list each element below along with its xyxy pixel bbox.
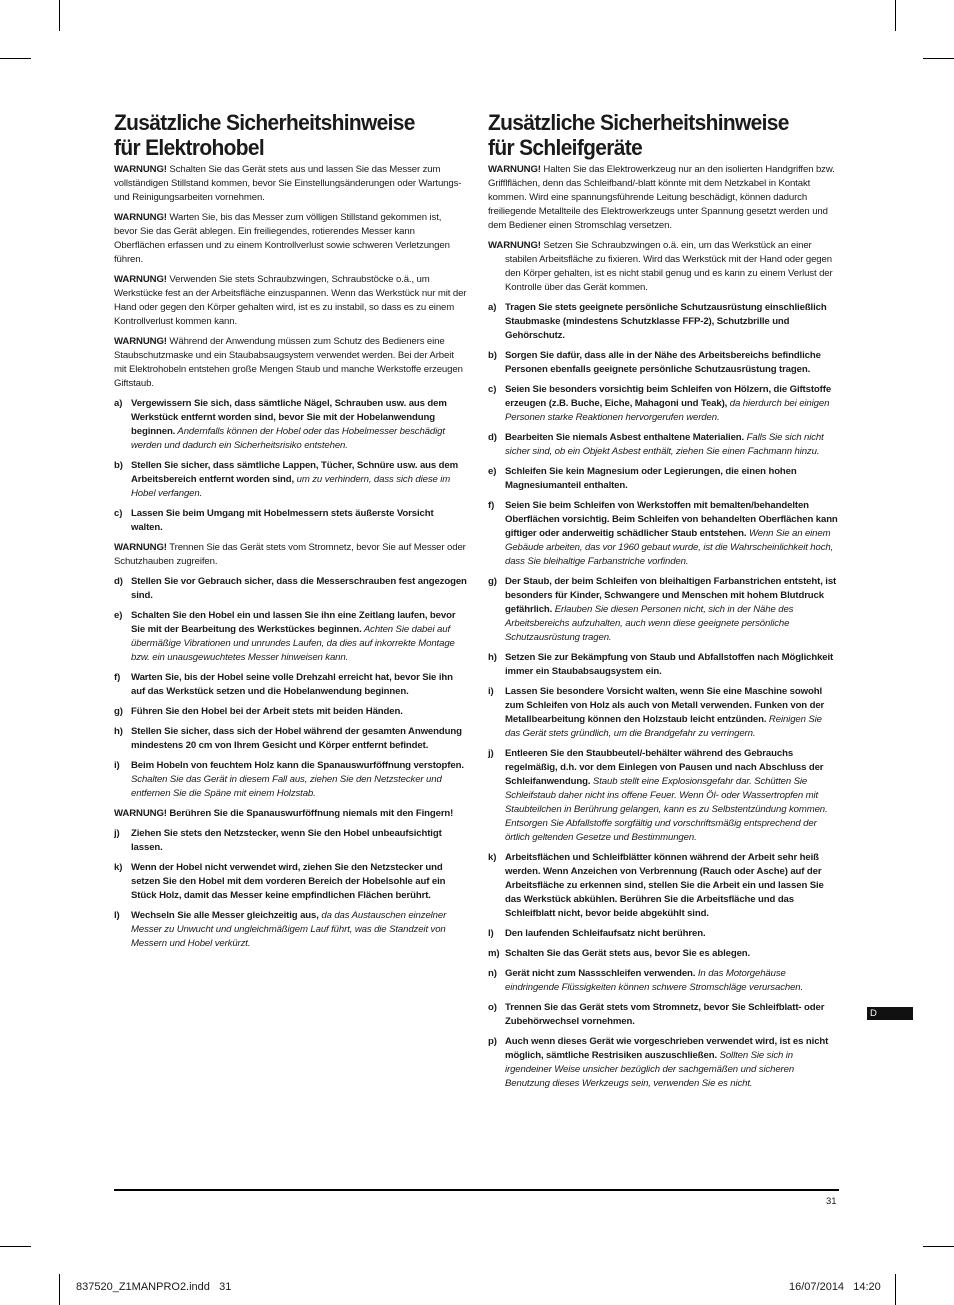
list-item: j) Ziehen Sie stets den Netzstecker, wenn Sie den Hobel unbeaufsichtigt lassen. bbox=[114, 828, 442, 853]
sander-section-title: Zusätzliche Sicherheitshinweise für Schleifgeräte bbox=[488, 110, 789, 160]
warning-paragraph: WARNUNG! Während der Anwendung müssen zum Schutz des Bedieners eine Staubschutzmaske und ein Staubabsaugsystem verwendet werden. Bei der Arbeit mit Elektrohobeln entstehen große Mengen Staub und manche Werkstoffe erzeugen Giftstaub. bbox=[114, 336, 463, 389]
planer-safety-column bbox=[114, 110, 467, 957]
list-item: d) Stellen Sie vor Gebrauch sicher, dass die Messerschrauben fest angezogen sind. bbox=[114, 576, 467, 601]
list-item: j) Entleeren Sie den Staubbeutel/-behälter während des Gebrauchs regelmäßig, d.h. vor dem Einlegen von Pausen und nach Abschluss der Schleifanwendung. Staub stellt eine Explosionsgefahr dar. Schütten Sie Schleifstaub daher nicht ins offene Feuer. Wenn Öl- oder Wassertropfen mit Staubteilchen in Berührung gelangen, kann es zu Selbstentzündung kommen. Entsorgen Sie Abfallstoffe sorgfältig und vorschriftsmäßig entsprechend der örtlich geltenden Gesetze und Bestimmungen. bbox=[488, 748, 828, 843]
crop-mark bbox=[895, 0, 896, 31]
warning-paragraph: WARNUNG! Berühren Sie die Spanauswurföffnung niemals mit den Fingern! bbox=[114, 808, 454, 819]
list-item: p) Auch wenn dieses Gerät wie vorgeschrieben verwendet wird, ist es nicht möglich, sämtliche Restrisiken auszuschließen. Sollten Sie sich in irgendeiner Weise unsicher bezüglich der sachgemäßen und sicheren Benutzung dieses Werkzeugs sein, verwenden Sie es nicht. bbox=[488, 1036, 829, 1089]
list-item: k) Wenn der Hobel nicht verwendet wird, ziehen Sie den Netzstecker und setzen Sie den Hobel mit dem vorderen Bereich der Hobelsohle auf ein Stück Holz, damit das Messer keine empfindlichen Flächen berührt. bbox=[114, 862, 446, 901]
list-item: e) Schalten Sie den Hobel ein und lassen Sie ihn eine Zeitlang laufen, bevor Sie mit der Bearbeitung des Werkstückes beginnen. Achten Sie dabei auf übermäßige Vibrationen und unrundes Laufen, da dies auf inkorrekte Montage bzw. ein unausgewuchtetes Messer hinweisen kann. bbox=[114, 610, 456, 663]
language-tab: D bbox=[867, 1007, 913, 1020]
crop-mark bbox=[0, 58, 31, 59]
footer-filename: 837520_Z1MANPRO2.indd 31 bbox=[76, 1281, 232, 1293]
warning-paragraph: WARNUNG! Schalten Sie das Gerät stets aus und lassen Sie das Messer zum vollständigen Stillstand kommen, bevor Sie Einstellungsänderungen oder Wartungs- und Reinigungsarbeiten vornehmen. bbox=[114, 164, 462, 203]
list-item: h) Setzen Sie zur Bekämpfung von Staub und Abfallstoffen nach Möglichkeit immer ein Staubabsaugsystem ein. bbox=[488, 652, 834, 677]
list-item: e) Schleifen Sie kein Magnesium oder Legierungen, die einen hohen Magnesiumanteil enthalten. bbox=[488, 466, 797, 491]
list-item: m) Schalten Sie das Gerät stets aus, bevor Sie es ablegen. bbox=[488, 948, 751, 959]
list-item: l) Den laufenden Schleifaufsatz nicht berühren. bbox=[488, 928, 706, 939]
list-item: k) Arbeitsflächen und Schleifblätter können während der Arbeit sehr heiß werden. Wenn Anzeichen von Verbrennung (Rauch oder Asche) auf der Arbeitsfläche zu erkennen sind, stellen Sie die Arbeit ein und lassen Sie das Werkstück abkühlen. Berühren Sie die Arbeitsfläche und das Schleifblatt nicht, bevor beide abgekühlt sind. bbox=[488, 852, 824, 919]
list-item: i) Beim Hobeln von feuchtem Holz kann die Spanauswurföffnung verstopfen. Schalten Sie das Gerät in diesem Fall aus, ziehen Sie den Netzstecker und entfernen Sie die Späne mit einem Holzstab. bbox=[114, 760, 464, 799]
crop-mark bbox=[0, 1246, 31, 1247]
list-item: g) Der Staub, der beim Schleifen von bleihaltigen Farbanstrichen entsteht, ist besonders für Kinder, Schwangere und Menschen mit hohem Blutdruck gefährlich. Erlauben Sie diesen Personen nicht, sich in der Nähe des Arbeitsbereichs aufzuhalten, auch wenn diese geeignete persönliche Schutzausrüstung tragen. bbox=[488, 576, 837, 643]
list-item: a) Vergewissern Sie sich, dass sämtliche Nägel, Schrauben usw. aus dem Werkstück entfernt worden sind, bevor Sie mit der Hobelanwendung beginnen. Andernfalls können der Hobel oder das Hobelmesser beschädigt werden und dadurch ein Sicherheitsrisiko entstehen. bbox=[114, 398, 447, 451]
list-item: f) Warten Sie, bis der Hobel seine volle Drehzahl erreicht hat, bevor Sie ihn auf das Werkstück setzen und die Hobelanwendung beginnen. bbox=[114, 672, 453, 697]
list-item: c) Lassen Sie beim Umgang mit Hobelmessern stets äußerste Vorsicht walten. bbox=[114, 508, 434, 533]
list-item: n) Gerät nicht zum Nassschleifen verwenden. In das Motorgehäuse eindringende Flüssigkeiten können schwere Stromschläge verursachen. bbox=[488, 968, 804, 993]
warning-paragraph: WARNUNG! Warten Sie, bis das Messer zum völligen Stillstand gekommen ist, bevor Sie das Gerät ablegen. Ein freiliegendes, rotierendes Messer kann Oberflächen erfassen und zu einem Kontrollverlust sowie schweren Verletzungen führen. bbox=[114, 212, 450, 265]
list-item: b) Sorgen Sie dafür, dass alle in der Nähe des Arbeitsbereichs befindliche Personen ebenfalls geeignete persönliche Schutzausrüstung tragen. bbox=[488, 350, 821, 375]
list-item: o) Trennen Sie das Gerät stets vom Stromnetz, bevor Sie Schleifblatt- oder Zubehörwechsel vornehmen. bbox=[488, 1002, 825, 1027]
page-number: 31 bbox=[826, 1196, 837, 1207]
list-item: g) Führen Sie den Hobel bei der Arbeit stets mit beiden Händen. bbox=[114, 706, 403, 717]
list-item: i) Lassen Sie besondere Vorsicht walten, wenn Sie eine Maschine sowohl zum Schleifen von Holz als auch von Metall verwenden. Funken von der Metallbearbeitung können den Holzstaub leicht entzünden. Reinigen Sie das Gerät stets gründlich, um die Brandgefahr zu verringern. bbox=[488, 686, 825, 739]
crop-mark bbox=[59, 0, 60, 31]
crop-mark bbox=[923, 1246, 954, 1247]
crop-mark bbox=[59, 1274, 60, 1305]
warning-paragraph: WARNUNG! Verwenden Sie stets Schraubzwingen, Schraubstöcke o.ä., um Werkstücke fest an der Arbeitsfläche einzuspannen. Wenn das Werkstück nur mit der Hand oder gegen den Körper gehalten wird, ist es zu instabil, so dass es zu einem Kontrollverlust kommen kann. bbox=[114, 274, 467, 327]
footer-rule bbox=[114, 1189, 839, 1191]
list-item: d) Bearbeiten Sie niemals Asbest enthaltene Materialien. Falls Sie sich nicht sicher sind, ob ein Objekt Asbest enthält, ziehen Sie einen Fachmann hinzu. bbox=[488, 432, 824, 457]
list-item: f) Seien Sie beim Schleifen von Werkstoffen mit bemalten/behandelten Oberflächen vorsichtig. Beim Schleifen von behandelten Oberflächen kann giftiger oder anderweitig schädlicher Staub entstehen. Wenn Sie an einem Gebäude arbeiten, das vor 1960 gebaut wurde, ist die Wahrscheinlichkeit hoch, dass Sie bleihaltige Farbanstriche vorfinden. bbox=[488, 500, 838, 567]
warning-paragraph: WARNUNG! Trennen Sie das Gerät stets vom Stromnetz, bevor Sie auf Messer oder Schutzhauben zugreifen. bbox=[114, 542, 466, 567]
list-item: b) Stellen Sie sicher, dass sämtliche Lappen, Tücher, Schnüre usw. aus dem Arbeitsbereich entfernt worden sind, um zu verhindern, dass sich diese im Hobel verfangen. bbox=[114, 460, 459, 499]
list-item: c) Seien Sie besonders vorsichtig beim Schleifen von Hölzern, die Giftstoffe erzeugen (z.B. Buche, Eiche, Mahagoni und Teak), da hierdurch bei einigen Personen starke Reaktionen hervorgerufen werden. bbox=[488, 384, 832, 423]
list-item: h) Stellen Sie sicher, dass sich der Hobel während der gesamten Anwendung mindestens 20 cm von Ihrem Gesicht und Körper entfernt befindet. bbox=[114, 726, 462, 751]
footer-timestamp: 16/07/2014 14:20 bbox=[789, 1281, 881, 1293]
list-item: a) Tragen Sie stets geeignete persönliche Schutzausrüstung einschließlich Staubmaske (mindestens Schutzklasse FFP-2), Schutzbrille und Gehörschutz. bbox=[488, 302, 827, 341]
planer-section-title: Zusätzliche Sicherheitshinweise für Elektrohobel bbox=[114, 110, 415, 160]
warning-paragraph: WARNUNG! Halten Sie das Elektrowerkzeug nur an den isolierten Handgriffen bzw. Grifflflächen, denn das Schleifband/-blatt könnte mit dem Netzkabel in Kontakt kommen. Wird eine spannungsführende Leitung beschädigt, können dadurch freiliegende Metallteile des Elektrowerkzeugs unter Spannung gesetzt werden und dem Bediener einen Stromschlag versetzen. bbox=[488, 164, 835, 231]
sander-safety-column bbox=[488, 110, 838, 1097]
warning-paragraph: WARNUNG! Setzen Sie Schraubzwingen o.ä. ein, um das Werkstück an einer stabilen Arbeitsfläche zu fixieren. Wird das Werkstück mit der Hand oder gegen den Körper gehalten, ist es nicht stabil genug und es kann zu einem Verlust der Kontrolle über das Gerät kommen. bbox=[488, 240, 833, 293]
crop-mark bbox=[923, 58, 954, 59]
crop-mark bbox=[895, 1274, 896, 1305]
list-item: l) Wechseln Sie alle Messer gleichzeitig aus, da das Austauschen einzelner Messer zu Unwucht und ungleichmäßigem Lauf führt, was die Standzeit von Messern und Hobel verkürzt. bbox=[114, 910, 447, 949]
